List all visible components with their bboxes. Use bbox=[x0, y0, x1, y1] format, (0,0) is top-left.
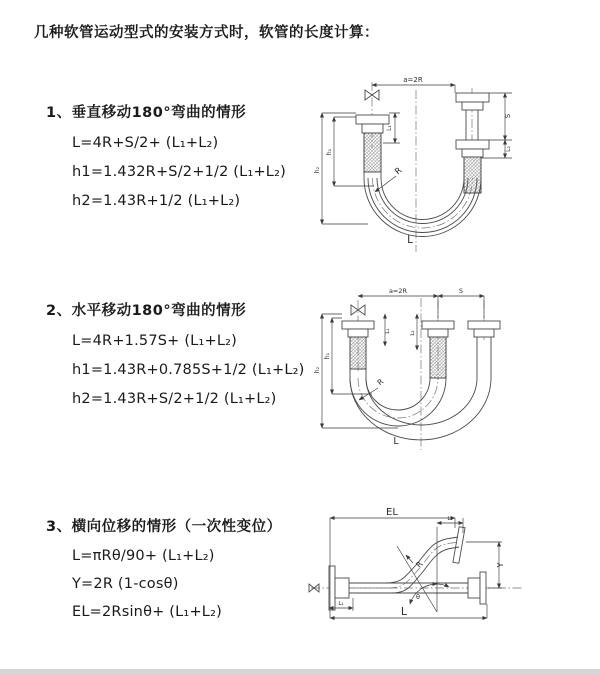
dim-label-l2: L₂ bbox=[505, 146, 512, 152]
label-radius: R bbox=[413, 559, 425, 570]
formula-h2: h2=1.43R+1/2 (L₁+L₂) bbox=[72, 193, 241, 209]
dimensions bbox=[329, 518, 502, 618]
label-length: L bbox=[400, 605, 408, 618]
dimensions bbox=[322, 85, 512, 224]
scan-bottom-edge bbox=[0, 669, 600, 675]
diagram-lateral-displacement bbox=[305, 505, 600, 660]
dim-label-h1: h₁ bbox=[326, 148, 333, 156]
formula-y: Y=2R (1-cosθ) bbox=[72, 576, 179, 592]
dim-label-l1: L₁ bbox=[385, 328, 391, 334]
formula-l: L=4R+1.57S+ (L₁+L₂) bbox=[72, 333, 237, 349]
dim-label-l2: L₂ bbox=[410, 330, 416, 336]
dim-label-l2: L₂ bbox=[447, 516, 453, 522]
dim-label-h2: h₂ bbox=[314, 166, 321, 174]
section-1-heading: 1、垂直移动180°弯曲的情形 bbox=[46, 105, 247, 121]
section-2-heading: 2、水平移动180°弯曲的情形 bbox=[46, 303, 247, 319]
formula-h1: h1=1.432R+S/2+1/2 (L₁+L₂) bbox=[72, 164, 286, 180]
section-3 bbox=[46, 515, 282, 620]
formula-h2: h2=1.43R+S/2+1/2 (L₁+L₂) bbox=[72, 391, 277, 407]
section-1 bbox=[46, 101, 286, 209]
dimensions bbox=[322, 296, 484, 428]
hose-assembly bbox=[309, 527, 486, 610]
dim-label-h1: h₁ bbox=[324, 352, 331, 360]
formula-l: L=4R+S/2+ (L₁+L₂) bbox=[72, 135, 219, 151]
dim-label-h2: h₂ bbox=[314, 366, 321, 374]
formula-el: EL=2Rsinθ+ (L₁+L₂) bbox=[72, 604, 222, 620]
label-length: L bbox=[393, 436, 399, 447]
diagram-vertical-180-bend bbox=[313, 70, 595, 260]
dim-label-el: EL bbox=[386, 507, 398, 518]
section-3-heading: 3、横向位移的情形（一次性变位） bbox=[46, 519, 282, 535]
label-length: L bbox=[407, 234, 413, 246]
dim-label-a2r: a=2R bbox=[388, 287, 408, 295]
formula-l: L=πRθ/90+ (L₁+L₂) bbox=[72, 548, 215, 564]
diagram-horizontal-180-bend bbox=[315, 283, 587, 458]
page-title: 几种软管运动型式的安装方式时，软管的长度计算： bbox=[34, 25, 379, 41]
construction-lines bbox=[397, 527, 449, 612]
dim-label-l1: L₁ bbox=[386, 125, 393, 131]
label-radius: R bbox=[393, 165, 405, 178]
formula-h1: h1=1.43R+0.785S+1/2 (L₁+L₂) bbox=[72, 362, 305, 378]
centerlines bbox=[372, 82, 473, 252]
hose-assembly bbox=[356, 90, 489, 237]
section-2 bbox=[46, 299, 305, 407]
label-theta: θ bbox=[416, 593, 420, 601]
label-radius: R bbox=[375, 376, 386, 388]
dim-label-l1: L₁ bbox=[338, 601, 344, 607]
dim-label-s: S bbox=[504, 113, 512, 119]
dim-label-s: S bbox=[458, 287, 464, 295]
dim-label-y: Y bbox=[496, 562, 505, 568]
dim-label-a2r: a=2R bbox=[403, 76, 423, 84]
